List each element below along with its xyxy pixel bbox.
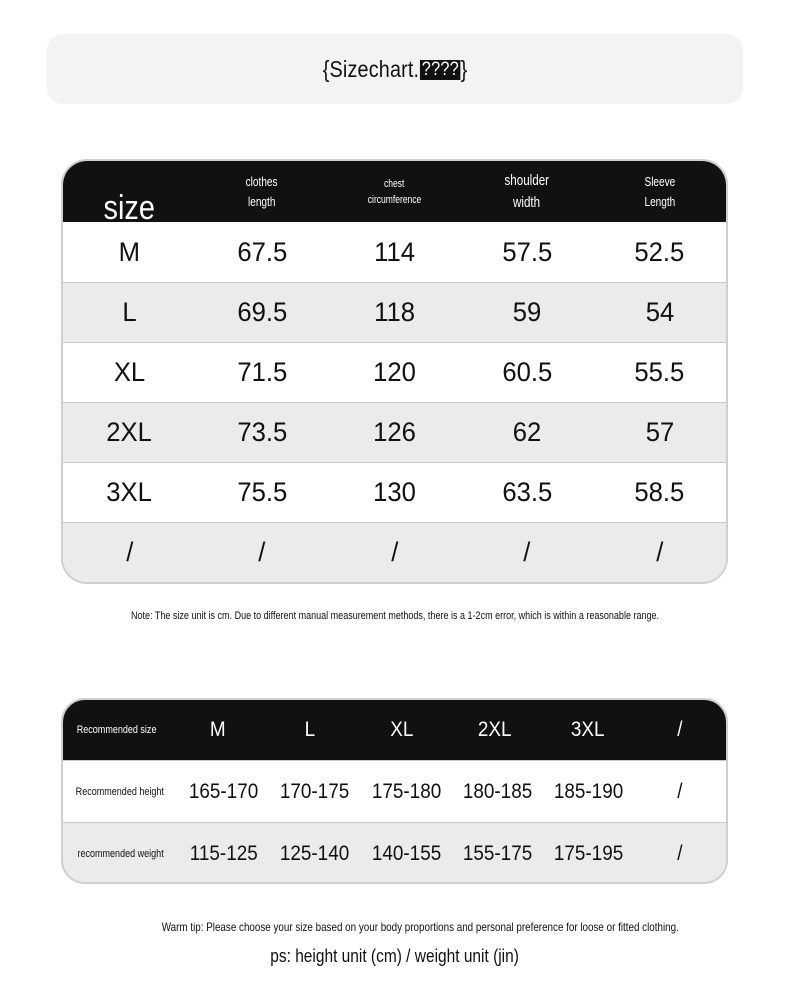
size-chart-table — [61, 159, 728, 584]
table-cell: XL — [113, 357, 145, 387]
size-chart-body — [63, 222, 726, 582]
recommended-size-cell: / — [677, 718, 683, 741]
title-close: } — [460, 55, 468, 82]
table-row — [63, 462, 726, 522]
size-chart-header — [63, 161, 726, 227]
table-cell: 175-195 — [554, 841, 624, 865]
table-cell: 120 — [373, 357, 416, 387]
table-cell: 59 — [512, 297, 542, 327]
table-cell: 3XL — [106, 477, 153, 507]
recommended-size-label: Recommended size — [77, 724, 157, 736]
table-cell: 155-175 — [462, 841, 533, 865]
table-row — [63, 402, 726, 462]
table-row — [63, 760, 726, 822]
table-row — [63, 822, 726, 884]
table-cell: 60.5 — [502, 357, 553, 387]
table-cell: / — [125, 537, 133, 567]
recommended-size-cell: L — [304, 718, 316, 741]
recommended-size-cell: XL — [390, 718, 414, 741]
table-cell: 52.5 — [634, 236, 685, 267]
table-cell: 115-125 — [189, 841, 258, 865]
table-cell: 62 — [512, 417, 542, 447]
table-row — [63, 222, 726, 282]
table-cell: 185-190 — [554, 779, 624, 803]
page-title — [323, 56, 468, 83]
table-cell: 57 — [645, 417, 674, 447]
title-box: ???? — [421, 58, 459, 80]
recommendation-table — [61, 698, 728, 884]
table-cell: 73.5 — [236, 417, 287, 447]
header-size: size — [103, 189, 155, 227]
recommendation-body — [63, 760, 726, 884]
recommended-size-cell: 2XL — [477, 718, 512, 741]
table-cell: / — [677, 779, 683, 803]
header-shoulder-width: shoulder width — [504, 171, 550, 211]
table-cell: 165-170 — [188, 779, 258, 803]
table-row — [63, 282, 726, 342]
table-cell: 180-185 — [462, 779, 533, 803]
table-cell: 130 — [373, 477, 416, 507]
header-clothes-length: clothes length — [245, 173, 278, 209]
table-cell: / — [258, 537, 266, 567]
warm-tip: Warm tip: Please choose your size based on your body proportions and personal preference for loose or fitted clothing. — [161, 920, 679, 934]
table-cell: 118 — [374, 297, 415, 327]
title-banner — [47, 34, 743, 104]
table-cell: 75.5 — [236, 477, 287, 507]
table-cell: 125-140 — [280, 841, 350, 865]
table-cell: 57.5 — [502, 236, 553, 267]
table-cell: 2XL — [106, 417, 153, 447]
table-cell: 69.5 — [236, 297, 287, 327]
table-row — [63, 522, 726, 582]
table-cell: / — [656, 537, 664, 567]
title-text: {Sizechart. — [322, 55, 420, 82]
table-cell: 58.5 — [634, 477, 685, 507]
recommended-size-cell: 3XL — [570, 718, 605, 741]
table-cell: 126 — [373, 417, 416, 447]
table-cell: 71.5 — [236, 357, 287, 387]
recommended-size-cell: M — [209, 718, 226, 741]
measurement-note: Note: The size unit is cm. Due to different manual measurement methods, there is a 1-2cm error, which is within a reasonable range. — [130, 610, 660, 622]
table-cell: 114 — [374, 236, 415, 267]
table-cell: 175-180 — [371, 779, 441, 803]
row-label: Recommended height — [76, 785, 165, 798]
header-sleeve-length: Sleeve Length — [644, 173, 676, 209]
units-note: ps: height unit (cm) / weight unit (jin) — [270, 946, 520, 966]
table-cell: / — [390, 537, 399, 567]
table-cell: / — [523, 537, 531, 567]
table-cell: 67.5 — [236, 236, 287, 267]
table-cell: / — [677, 841, 683, 865]
row-label: recommended weight — [77, 847, 164, 860]
table-cell: 54 — [645, 297, 674, 327]
table-cell: 140-155 — [371, 841, 441, 865]
table-cell: L — [122, 297, 137, 327]
recommended-size-list — [171, 718, 726, 742]
table-cell: 63.5 — [502, 477, 553, 507]
table-cell: 170-175 — [280, 779, 350, 803]
table-row — [63, 342, 726, 402]
header-chest-circumference: chest circumference — [367, 177, 422, 206]
recommendation-header — [63, 700, 726, 760]
table-cell: M — [118, 236, 140, 267]
table-cell: 55.5 — [634, 357, 685, 387]
